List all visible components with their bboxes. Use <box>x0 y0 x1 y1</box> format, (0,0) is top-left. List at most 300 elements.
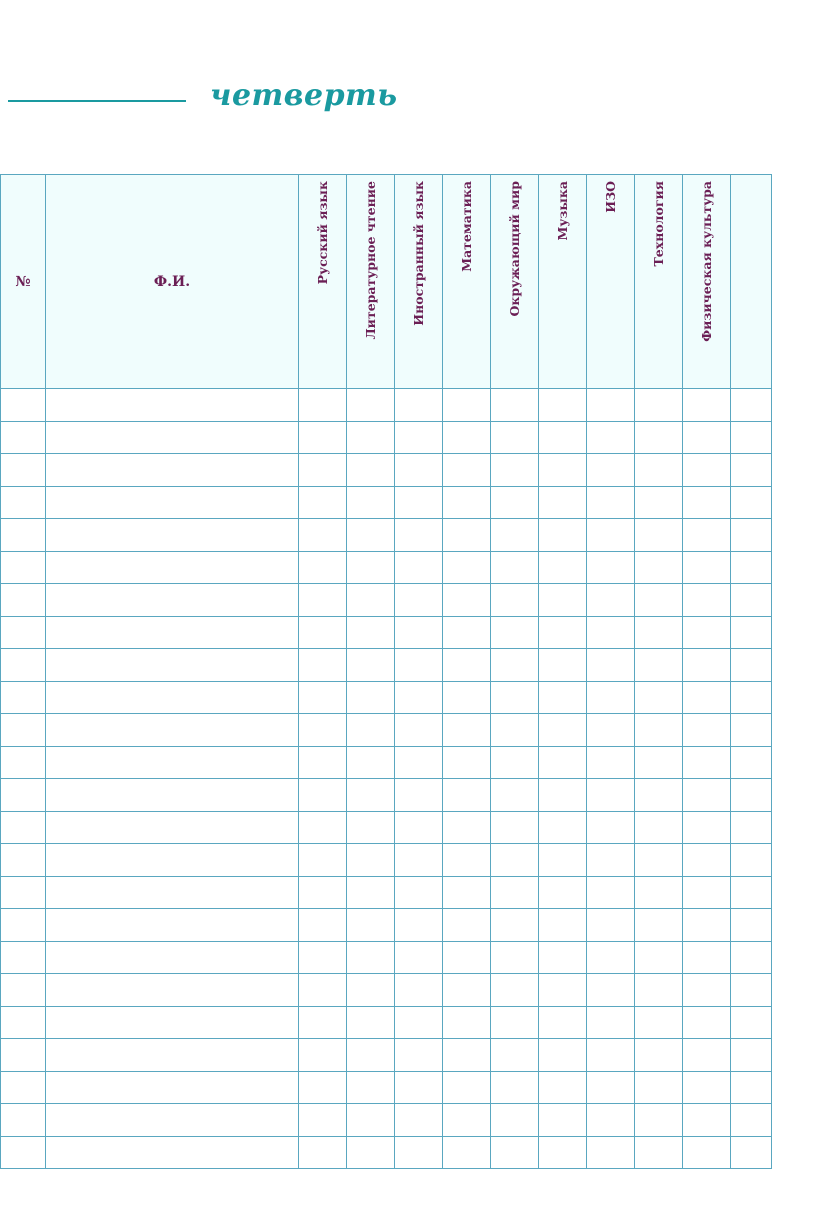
student-name-cell[interactable] <box>46 746 299 779</box>
grade-cell[interactable] <box>443 876 491 909</box>
student-name-cell[interactable] <box>46 1039 299 1072</box>
row-number-cell[interactable] <box>1 1136 46 1169</box>
grade-cell[interactable] <box>491 454 539 487</box>
table-row <box>1 779 772 812</box>
grade-cell[interactable] <box>683 486 731 519</box>
student-name-cell[interactable] <box>46 389 299 422</box>
student-name-cell[interactable] <box>46 649 299 682</box>
grade-cell[interactable] <box>395 1006 443 1039</box>
grade-cell[interactable] <box>683 714 731 747</box>
grade-cell[interactable] <box>491 421 539 454</box>
grade-cell[interactable] <box>347 974 395 1007</box>
grade-cell[interactable] <box>635 844 683 877</box>
grade-cell[interactable] <box>539 389 587 422</box>
grade-cell[interactable] <box>683 844 731 877</box>
grade-cell[interactable] <box>299 681 347 714</box>
grade-cell[interactable] <box>443 974 491 1007</box>
grade-cell[interactable] <box>299 941 347 974</box>
table-row <box>1 1006 772 1039</box>
grade-cell[interactable] <box>539 421 587 454</box>
grade-cell[interactable] <box>683 1039 731 1072</box>
grade-cell[interactable] <box>731 1104 772 1137</box>
grade-cell[interactable] <box>683 421 731 454</box>
grade-cell[interactable] <box>347 811 395 844</box>
grade-cell[interactable] <box>443 811 491 844</box>
grade-cell[interactable] <box>683 974 731 1007</box>
grade-cell[interactable] <box>395 486 443 519</box>
grade-cell[interactable] <box>587 1136 635 1169</box>
grade-cell[interactable] <box>443 1104 491 1137</box>
grade-cell[interactable] <box>635 714 683 747</box>
grade-cell[interactable] <box>443 681 491 714</box>
grade-cell[interactable] <box>395 746 443 779</box>
student-name-cell[interactable] <box>46 909 299 942</box>
grade-cell[interactable] <box>635 649 683 682</box>
grade-cell[interactable] <box>635 389 683 422</box>
grade-cell[interactable] <box>299 1071 347 1104</box>
grade-cell[interactable] <box>587 584 635 617</box>
grade-cell[interactable] <box>299 486 347 519</box>
grade-cell[interactable] <box>635 746 683 779</box>
grade-cell[interactable] <box>635 1071 683 1104</box>
grade-cell[interactable] <box>395 811 443 844</box>
grade-cell[interactable] <box>491 811 539 844</box>
grade-cell[interactable] <box>539 1104 587 1137</box>
table-row <box>1 1136 772 1169</box>
student-name-cell[interactable] <box>46 1006 299 1039</box>
grade-cell[interactable] <box>491 974 539 1007</box>
grade-cell[interactable] <box>731 389 772 422</box>
grade-cell[interactable] <box>491 1136 539 1169</box>
grade-cell[interactable] <box>587 974 635 1007</box>
grade-cell[interactable] <box>635 1136 683 1169</box>
grade-cell[interactable] <box>539 486 587 519</box>
student-name-cell[interactable] <box>46 974 299 1007</box>
grade-cell[interactable] <box>587 421 635 454</box>
grade-cell[interactable] <box>587 779 635 812</box>
grade-cell[interactable] <box>635 876 683 909</box>
grade-cell[interactable] <box>635 421 683 454</box>
grade-cell[interactable] <box>299 779 347 812</box>
grade-cell[interactable] <box>347 1071 395 1104</box>
grade-cell[interactable] <box>635 779 683 812</box>
grade-cell[interactable] <box>683 746 731 779</box>
grade-cell[interactable] <box>491 941 539 974</box>
grade-cell[interactable] <box>731 486 772 519</box>
grade-cell[interactable] <box>539 941 587 974</box>
grade-cell[interactable] <box>587 1039 635 1072</box>
column-header-extra <box>731 175 772 389</box>
grade-cell[interactable] <box>635 909 683 942</box>
student-name-cell[interactable] <box>46 714 299 747</box>
grade-cell[interactable] <box>683 681 731 714</box>
grade-cell[interactable] <box>395 616 443 649</box>
grade-cell[interactable] <box>539 844 587 877</box>
grade-cell[interactable] <box>443 1039 491 1072</box>
grade-cell[interactable] <box>347 779 395 812</box>
grade-cell[interactable] <box>347 876 395 909</box>
grade-cell[interactable] <box>491 519 539 552</box>
table-row <box>1 876 772 909</box>
grade-cell[interactable] <box>299 584 347 617</box>
grade-cell[interactable] <box>491 779 539 812</box>
grade-cell[interactable] <box>491 746 539 779</box>
grade-cell[interactable] <box>491 909 539 942</box>
grade-cell[interactable] <box>347 649 395 682</box>
grade-cell[interactable] <box>731 1071 772 1104</box>
grade-cell[interactable] <box>443 714 491 747</box>
grade-cell[interactable] <box>731 876 772 909</box>
student-name-cell[interactable] <box>46 811 299 844</box>
grade-cell[interactable] <box>587 941 635 974</box>
grade-cell[interactable] <box>347 454 395 487</box>
grade-cell[interactable] <box>587 616 635 649</box>
grade-cell[interactable] <box>299 1136 347 1169</box>
grade-cell[interactable] <box>683 779 731 812</box>
grade-cell[interactable] <box>491 649 539 682</box>
grade-cell[interactable] <box>491 1039 539 1072</box>
grade-cell[interactable] <box>395 681 443 714</box>
grade-cell[interactable] <box>683 1104 731 1137</box>
grade-cell[interactable] <box>299 421 347 454</box>
row-number-cell[interactable] <box>1 746 46 779</box>
grade-cell[interactable] <box>731 714 772 747</box>
grade-cell[interactable] <box>347 1136 395 1169</box>
row-number-cell[interactable] <box>1 551 46 584</box>
grade-cell[interactable] <box>683 876 731 909</box>
grade-cell[interactable] <box>539 519 587 552</box>
grade-cell[interactable] <box>635 1104 683 1137</box>
grade-cell[interactable] <box>347 681 395 714</box>
student-name-cell[interactable] <box>46 941 299 974</box>
grade-cell[interactable] <box>443 421 491 454</box>
grade-cell[interactable] <box>731 616 772 649</box>
grade-cell[interactable] <box>635 941 683 974</box>
grade-cell[interactable] <box>731 844 772 877</box>
grade-cell[interactable] <box>683 551 731 584</box>
grade-cell[interactable] <box>587 1071 635 1104</box>
grade-cell[interactable] <box>683 941 731 974</box>
grade-cell[interactable] <box>539 714 587 747</box>
grade-cell[interactable] <box>683 454 731 487</box>
grade-cell[interactable] <box>443 519 491 552</box>
grade-cell[interactable] <box>731 909 772 942</box>
grade-cell[interactable] <box>395 876 443 909</box>
grade-cell[interactable] <box>683 389 731 422</box>
grade-cell[interactable] <box>587 454 635 487</box>
grade-cell[interactable] <box>635 1006 683 1039</box>
grade-cell[interactable] <box>299 454 347 487</box>
grade-cell[interactable] <box>347 909 395 942</box>
grade-cell[interactable] <box>347 844 395 877</box>
student-name-cell[interactable] <box>46 1071 299 1104</box>
grade-cell[interactable] <box>539 649 587 682</box>
grade-cell[interactable] <box>299 551 347 584</box>
grade-cell[interactable] <box>731 551 772 584</box>
grade-cell[interactable] <box>443 389 491 422</box>
grade-cell[interactable] <box>299 909 347 942</box>
grade-cell[interactable] <box>683 1136 731 1169</box>
grade-cell[interactable] <box>539 1006 587 1039</box>
grade-cell[interactable] <box>539 876 587 909</box>
grade-cell[interactable] <box>587 844 635 877</box>
grade-cell[interactable] <box>635 551 683 584</box>
grade-cell[interactable] <box>683 584 731 617</box>
grade-cell[interactable] <box>539 616 587 649</box>
row-number-cell[interactable] <box>1 649 46 682</box>
grade-cell[interactable] <box>299 616 347 649</box>
grade-cell[interactable] <box>539 551 587 584</box>
grade-cell[interactable] <box>299 811 347 844</box>
grade-cell[interactable] <box>683 649 731 682</box>
grade-cell[interactable] <box>347 389 395 422</box>
grade-cell[interactable] <box>443 779 491 812</box>
grade-cell[interactable] <box>491 1006 539 1039</box>
grade-cell[interactable] <box>587 486 635 519</box>
grade-cell[interactable] <box>539 779 587 812</box>
grade-cell[interactable] <box>539 909 587 942</box>
table-row <box>1 454 772 487</box>
grade-cell[interactable] <box>299 389 347 422</box>
grade-cell[interactable] <box>731 941 772 974</box>
student-name-cell[interactable] <box>46 1104 299 1137</box>
student-name-cell[interactable] <box>46 454 299 487</box>
grade-cell[interactable] <box>683 616 731 649</box>
grade-cell[interactable] <box>299 519 347 552</box>
grade-cell[interactable] <box>443 844 491 877</box>
grade-cell[interactable] <box>395 714 443 747</box>
row-number-cell[interactable] <box>1 486 46 519</box>
grade-cell[interactable] <box>683 811 731 844</box>
student-name-cell[interactable] <box>46 681 299 714</box>
grade-cell[interactable] <box>395 909 443 942</box>
grade-cell[interactable] <box>539 746 587 779</box>
grade-cell[interactable] <box>347 421 395 454</box>
table-row <box>1 486 772 519</box>
grade-cell[interactable] <box>539 811 587 844</box>
grade-cell[interactable] <box>299 844 347 877</box>
grade-cell[interactable] <box>443 486 491 519</box>
grade-cell[interactable] <box>491 876 539 909</box>
grade-cell[interactable] <box>731 779 772 812</box>
row-number-cell[interactable] <box>1 779 46 812</box>
row-number-cell[interactable] <box>1 454 46 487</box>
row-number-cell[interactable] <box>1 421 46 454</box>
row-number-cell[interactable] <box>1 1006 46 1039</box>
grade-cell[interactable] <box>539 1039 587 1072</box>
student-name-cell[interactable] <box>46 616 299 649</box>
grade-cell[interactable] <box>395 584 443 617</box>
grade-cell[interactable] <box>683 519 731 552</box>
grade-cell[interactable] <box>587 746 635 779</box>
row-number-cell[interactable] <box>1 974 46 1007</box>
grade-cell[interactable] <box>443 649 491 682</box>
row-number-cell[interactable] <box>1 1039 46 1072</box>
row-number-cell[interactable] <box>1 1071 46 1104</box>
grade-cell[interactable] <box>443 941 491 974</box>
grade-cell[interactable] <box>491 1104 539 1137</box>
grade-cell[interactable] <box>587 389 635 422</box>
grade-cell[interactable] <box>731 1136 772 1169</box>
grade-cell[interactable] <box>491 486 539 519</box>
grade-cell[interactable] <box>731 454 772 487</box>
grade-cell[interactable] <box>395 519 443 552</box>
grade-cell[interactable] <box>731 649 772 682</box>
row-number-cell[interactable] <box>1 941 46 974</box>
grade-cell[interactable] <box>635 616 683 649</box>
grade-cell[interactable] <box>587 714 635 747</box>
student-name-cell[interactable] <box>46 1136 299 1169</box>
row-number-cell[interactable] <box>1 909 46 942</box>
grade-cell[interactable] <box>347 941 395 974</box>
grade-cell[interactable] <box>347 519 395 552</box>
grade-cell[interactable] <box>347 714 395 747</box>
grade-cell[interactable] <box>395 974 443 1007</box>
grade-cell[interactable] <box>347 551 395 584</box>
grade-cell[interactable] <box>395 1071 443 1104</box>
grade-cell[interactable] <box>731 681 772 714</box>
grade-cell[interactable] <box>395 844 443 877</box>
grade-cell[interactable] <box>443 616 491 649</box>
grade-cell[interactable] <box>347 1104 395 1137</box>
row-number-cell[interactable] <box>1 616 46 649</box>
grade-cell[interactable] <box>587 1006 635 1039</box>
grade-cell[interactable] <box>635 519 683 552</box>
grade-cell[interactable] <box>539 974 587 1007</box>
grade-cell[interactable] <box>299 1104 347 1137</box>
grade-cell[interactable] <box>395 779 443 812</box>
table-row <box>1 616 772 649</box>
grade-cell[interactable] <box>635 811 683 844</box>
table-row <box>1 584 772 617</box>
grade-cell[interactable] <box>587 649 635 682</box>
student-name-cell[interactable] <box>46 876 299 909</box>
student-name-cell[interactable] <box>46 844 299 877</box>
grade-cell[interactable] <box>731 421 772 454</box>
row-number-cell[interactable] <box>1 811 46 844</box>
grade-cell[interactable] <box>395 421 443 454</box>
grade-cell[interactable] <box>395 1136 443 1169</box>
grade-cell[interactable] <box>635 486 683 519</box>
grade-cell[interactable] <box>539 1136 587 1169</box>
grade-cell[interactable] <box>731 1006 772 1039</box>
grade-cell[interactable] <box>491 584 539 617</box>
grade-cell[interactable] <box>443 1071 491 1104</box>
grade-cell[interactable] <box>491 1071 539 1104</box>
grade-cell[interactable] <box>587 1104 635 1137</box>
grade-cell[interactable] <box>395 1039 443 1072</box>
grade-cell[interactable] <box>491 681 539 714</box>
grade-cell[interactable] <box>443 584 491 617</box>
grade-cell[interactable] <box>731 811 772 844</box>
grade-cell[interactable] <box>395 649 443 682</box>
grade-cell[interactable] <box>491 551 539 584</box>
grade-cell[interactable] <box>491 714 539 747</box>
grade-cell[interactable] <box>395 1104 443 1137</box>
grade-cell[interactable] <box>539 584 587 617</box>
grade-cell[interactable] <box>347 1006 395 1039</box>
student-name-cell[interactable] <box>46 779 299 812</box>
grade-cell[interactable] <box>443 746 491 779</box>
grade-cell[interactable] <box>683 1071 731 1104</box>
grade-cell[interactable] <box>587 681 635 714</box>
student-name-cell[interactable] <box>46 551 299 584</box>
grade-cell[interactable] <box>635 974 683 1007</box>
row-number-cell[interactable] <box>1 584 46 617</box>
grade-cell[interactable] <box>443 1136 491 1169</box>
grade-cell[interactable] <box>299 876 347 909</box>
grade-cell[interactable] <box>347 584 395 617</box>
student-name-cell[interactable] <box>46 421 299 454</box>
grade-cell[interactable] <box>731 1039 772 1072</box>
grade-cell[interactable] <box>731 746 772 779</box>
grade-cell[interactable] <box>299 649 347 682</box>
grade-cell[interactable] <box>731 974 772 1007</box>
row-number-cell[interactable] <box>1 1104 46 1137</box>
grade-cell[interactable] <box>347 746 395 779</box>
grade-cell[interactable] <box>635 584 683 617</box>
grade-cell[interactable] <box>443 1006 491 1039</box>
grade-cell[interactable] <box>539 454 587 487</box>
grade-cell[interactable] <box>347 616 395 649</box>
grade-cell[interactable] <box>587 876 635 909</box>
grade-cell[interactable] <box>491 844 539 877</box>
row-number-cell[interactable] <box>1 389 46 422</box>
grade-cell[interactable] <box>587 519 635 552</box>
grade-cell[interactable] <box>347 1039 395 1072</box>
grade-cell[interactable] <box>635 454 683 487</box>
student-name-cell[interactable] <box>46 519 299 552</box>
student-name-cell[interactable] <box>46 486 299 519</box>
grade-cell[interactable] <box>299 714 347 747</box>
grade-cell[interactable] <box>347 486 395 519</box>
grade-cell[interactable] <box>395 551 443 584</box>
grade-cell[interactable] <box>587 909 635 942</box>
grade-cell[interactable] <box>299 1039 347 1072</box>
grade-cell[interactable] <box>443 454 491 487</box>
quarter-number-blank[interactable] <box>8 100 186 102</box>
grade-cell[interactable] <box>395 941 443 974</box>
grade-cell[interactable] <box>539 681 587 714</box>
student-name-cell[interactable] <box>46 584 299 617</box>
grade-cell[interactable] <box>299 746 347 779</box>
grade-cell[interactable] <box>731 519 772 552</box>
grade-cell[interactable] <box>491 616 539 649</box>
grade-cell[interactable] <box>491 389 539 422</box>
grade-cell[interactable] <box>395 454 443 487</box>
row-number-cell[interactable] <box>1 519 46 552</box>
grade-cell[interactable] <box>299 974 347 1007</box>
grade-cell[interactable] <box>587 551 635 584</box>
row-number-cell[interactable] <box>1 844 46 877</box>
grade-cell[interactable] <box>587 811 635 844</box>
grade-cell[interactable] <box>635 681 683 714</box>
row-number-cell[interactable] <box>1 714 46 747</box>
grade-cell[interactable] <box>539 1071 587 1104</box>
column-header-name: Ф.И. <box>46 175 299 389</box>
grade-cell[interactable] <box>683 909 731 942</box>
grade-cell[interactable] <box>395 389 443 422</box>
grade-cell[interactable] <box>299 1006 347 1039</box>
grade-cell[interactable] <box>443 909 491 942</box>
row-number-cell[interactable] <box>1 876 46 909</box>
grade-cell[interactable] <box>443 551 491 584</box>
grade-cell[interactable] <box>683 1006 731 1039</box>
grade-cell[interactable] <box>731 584 772 617</box>
row-number-cell[interactable] <box>1 681 46 714</box>
grade-cell[interactable] <box>635 1039 683 1072</box>
table-row <box>1 1104 772 1137</box>
